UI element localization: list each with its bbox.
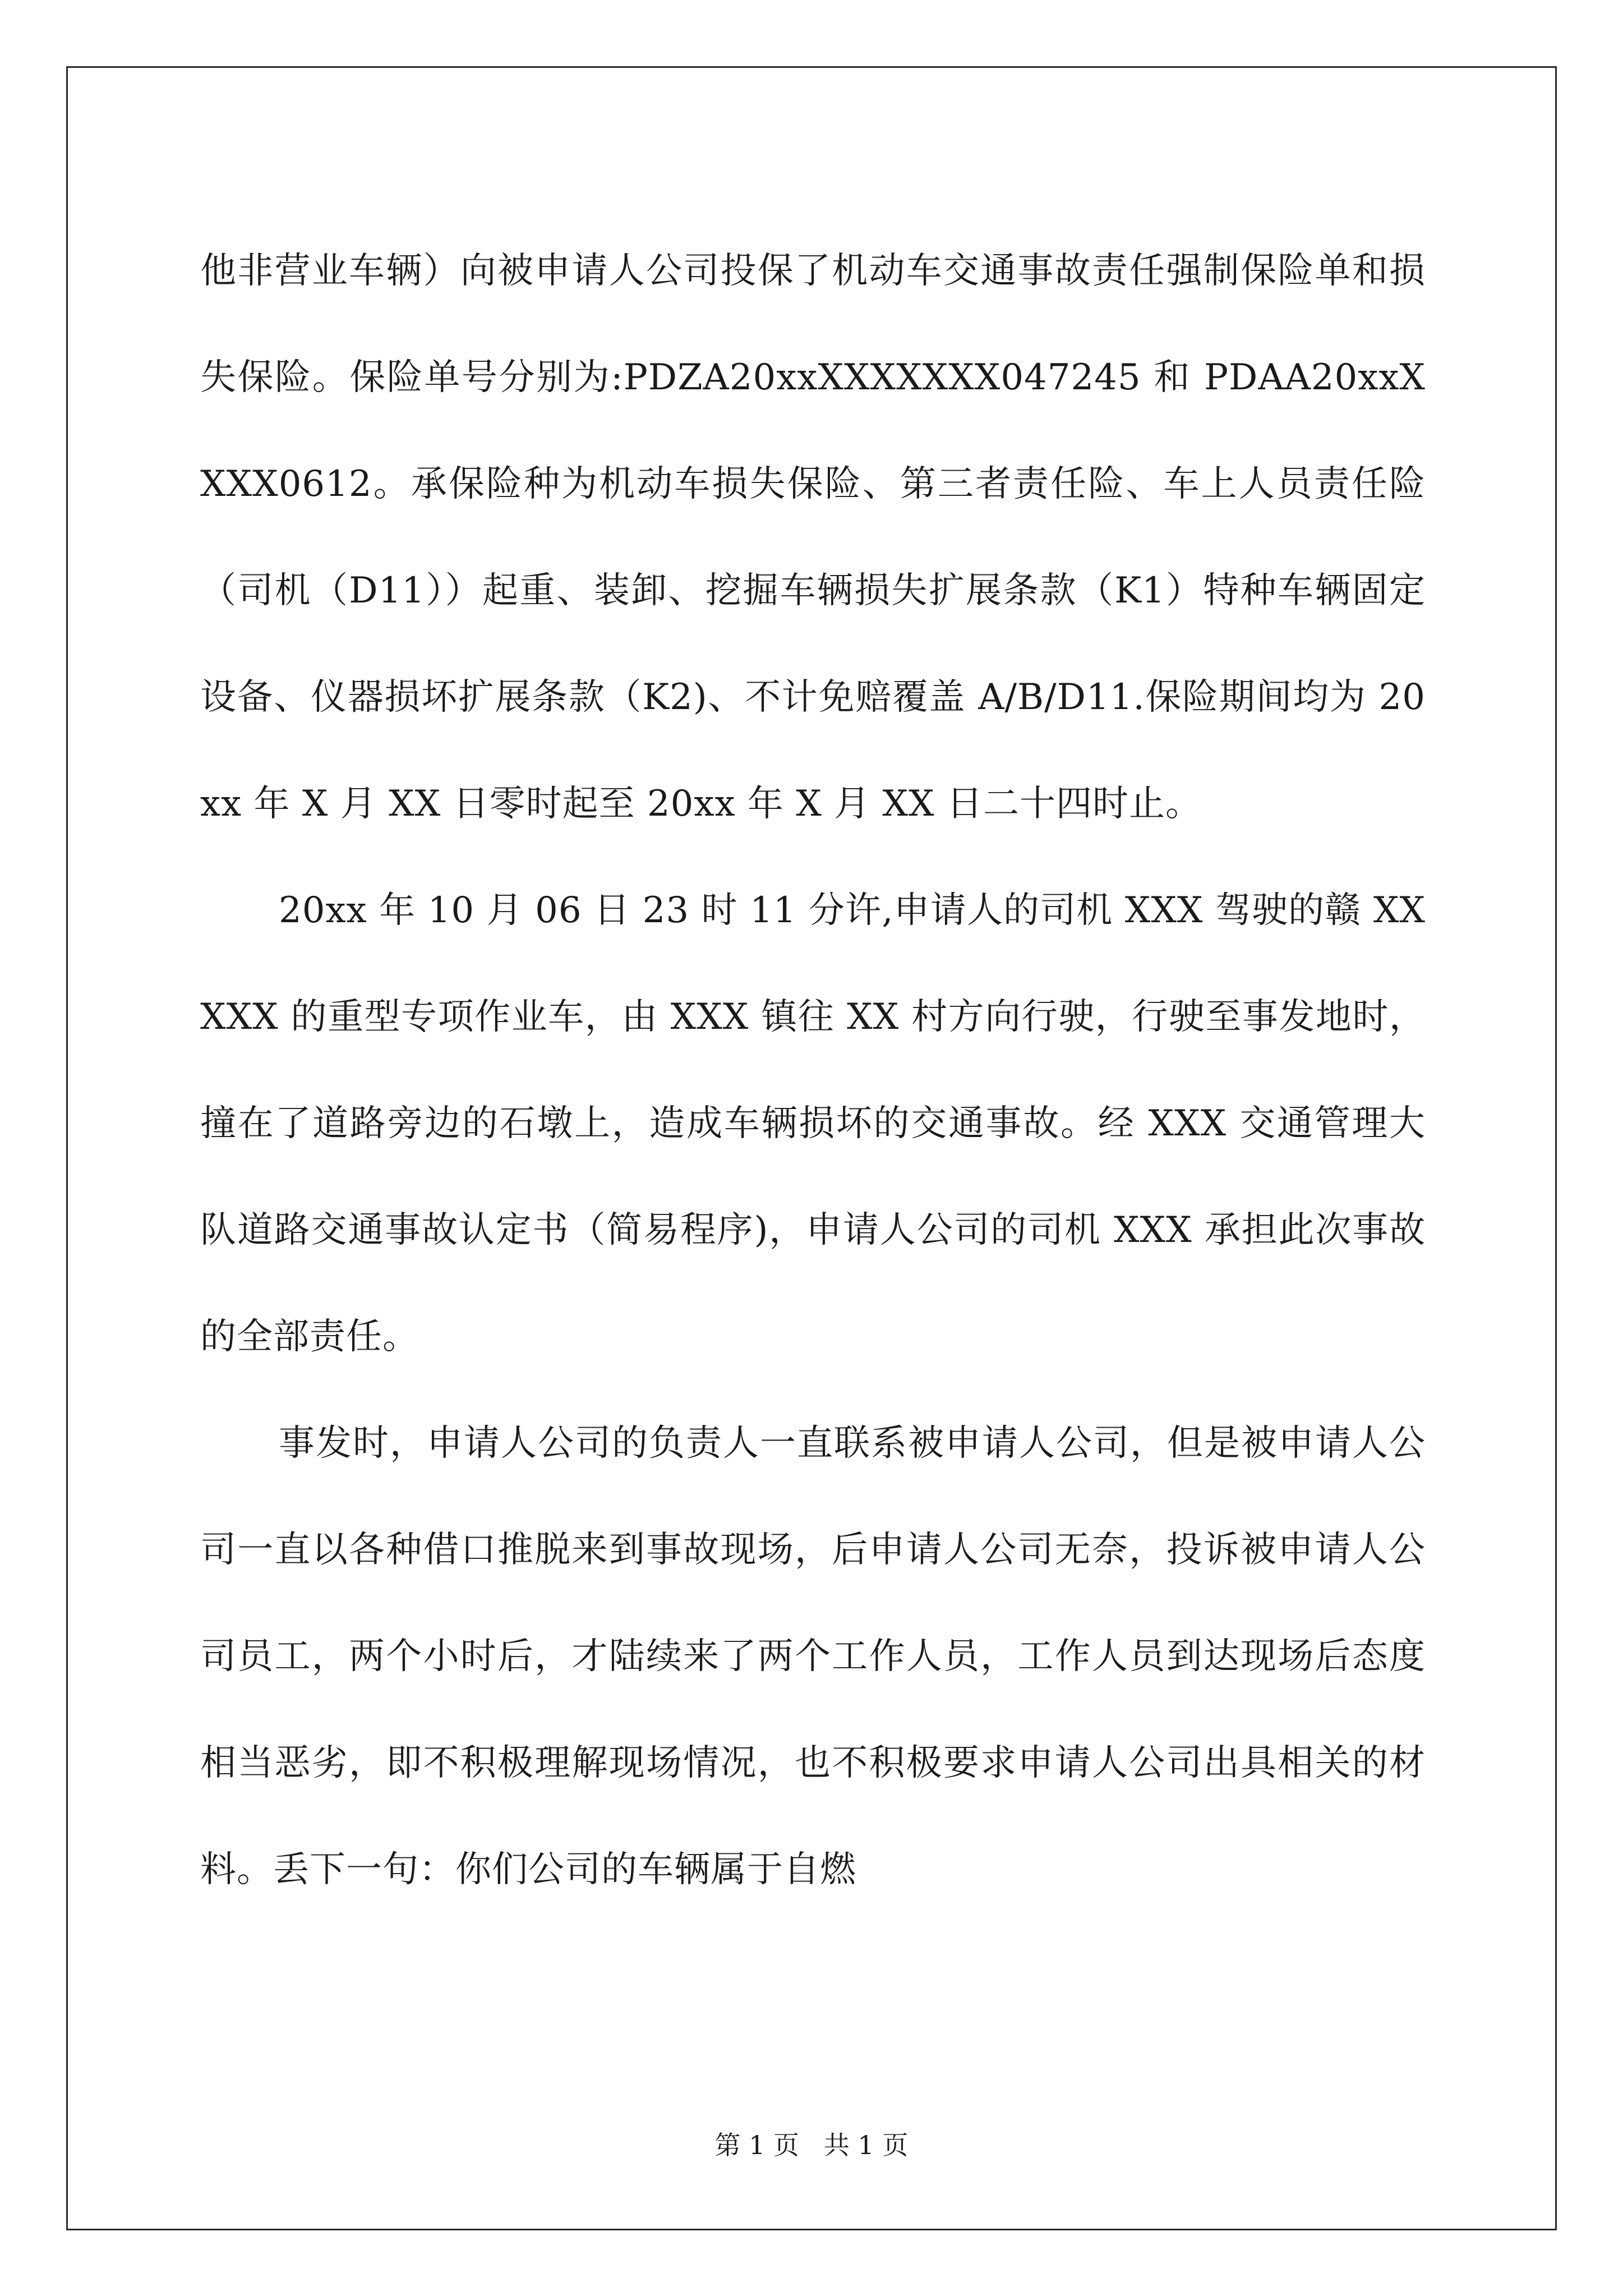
paragraph-1: 他非营业车辆）向被申请人公司投保了机动车交通事故责任强制保险单和损失保险。保险单号分别为:PDZA20xxXXXXXXX047245 和 PDAA20xxXXXX0612。承保险种为机动车损失保险、第三者责任险、车上人员责任险（司机（D11））起重、装卸、挖掘车辆损失扩展条款（K1）特种车辆固定设备、仪器损坏扩展条款（K2)、不计免赔覆盖 A/B/D11.保险期间均为 20xx 年 X 月 XX 日零时起至 20xx 年 X 月 XX 日二十四时止。 (200, 250, 1426, 825)
paragraph-3: 事发时，申请人公司的负责人一直联系被申请人公司，但是被申请人公司一直以各种借口推脱来到事故现场，后申请人公司无奈，投诉被申请人公司员工，两个小时后，才陆续来了两个工作人员，工作人员到达现场后态度相当恶劣，即不积极理解现场情况，也不积极要求申请人公司出具相关的材料。丢下一句：你们公司的车辆属于自燃 (200, 1423, 1426, 1890)
document-body (200, 218, 1426, 1923)
page-footer: 第 1 页 共 1 页 (714, 2130, 909, 2160)
paragraph-2: 20xx 年 10 月 06 日 23 时 11 分许,申请人的司机 XXX 驾驶的赣 XXXXX 的重型专项作业车，由 XXX 镇往 XX 村方向行驶，行驶至事发地时，撞在了道路旁边的石墩上，造成车辆损坏的交通事故。经 XXX 交通管理大队道路交通事故认定书（简易程序)，申请人公司的司机 XXX 承担此次事故的全部责任。 (200, 890, 1426, 1358)
